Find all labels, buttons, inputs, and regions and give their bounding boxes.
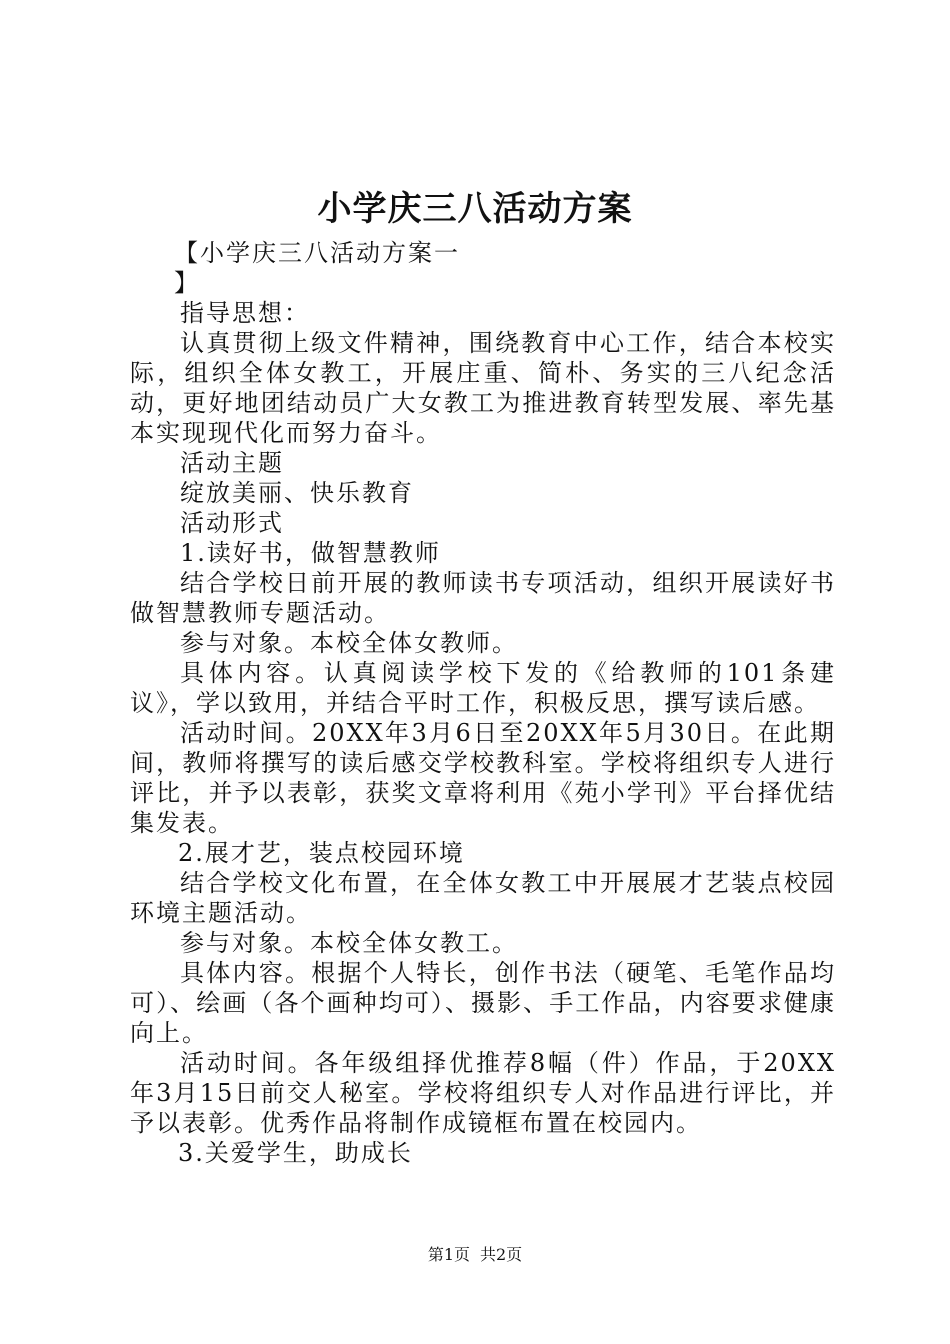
paragraph-item-2-time: 活动时间。各年级组择优推荐8幅（件）作品，于20XX年3月15日前交人秘室。学校将组织专人对作品进行评比，并予以表彰。优秀作品将制作成镜框布置在校园内。 bbox=[130, 1049, 836, 1137]
paragraph-guiding-text: 认真贯彻上级文件精神，围绕教育中心工作，结合本校实际，组织全体女教工，开展庄重、简朴、务实的三八纪念活动，更好地团结动员广大女教工为推进教育转型发展、率先基本实现现代化而努力奋斗。 bbox=[130, 329, 836, 447]
paragraph-item-2-participants: 参与对象。本校全体女教工。 bbox=[180, 929, 518, 957]
paragraph-item-1-content: 具体内容。认真阅读学校下发的《给教师的101条建议》，学以致用，并结合平时工作，积极反思，撰写读后感。 bbox=[130, 659, 836, 717]
section-heading-line: 【小学庆三八活动方案一 bbox=[174, 239, 460, 267]
paragraph-item-1-desc: 结合学校日前开展的教师读书专项活动，组织开展读好书做智慧教师专题活动。 bbox=[130, 569, 836, 627]
paragraph-item-1-time: 活动时间。20XX年3月6日至20XX年5月30日。在此期间，教师将撰写的读后感交学校教科室。学校将组织专人进行评比，并予以表彰，获奖文章将利用《苑小学刊》平台择优结集发表。 bbox=[130, 719, 836, 837]
page-number: 第1页 bbox=[427, 1245, 470, 1264]
paragraph-item-3-title: 3.关爱学生，助成长 bbox=[178, 1139, 413, 1167]
paragraph-theme-text: 绽放美丽、快乐教育 bbox=[180, 479, 414, 507]
paragraph-item-2-content: 具体内容。根据个人特长，创作书法（硬笔、毛笔作品均可）、绘画（各个画种均可）、摄影、手工作品，内容要求健康向上。 bbox=[130, 959, 836, 1047]
paragraph-item-1-title: 1.读好书，做智慧教师 bbox=[180, 539, 441, 567]
paragraph-theme-heading: 活动主题 bbox=[180, 449, 284, 477]
page-total: 共2页 bbox=[480, 1245, 523, 1264]
paragraph-form-heading: 活动形式 bbox=[180, 509, 284, 537]
paragraph-item-1-participants: 参与对象。本校全体女教师。 bbox=[180, 629, 518, 657]
paragraph-item-2-desc: 结合学校文化布置，在全体女教工中开展展才艺装点校园环境主题活动。 bbox=[130, 869, 836, 927]
page-footer bbox=[0, 1244, 950, 1266]
page-title: 小学庆三八活动方案 bbox=[317, 189, 633, 229]
paragraph-guiding-heading: 指导思想： bbox=[180, 299, 310, 327]
paragraph-item-2-title: 2.展才艺，装点校园环境 bbox=[178, 839, 465, 867]
section-heading-bracket: 】 bbox=[174, 269, 200, 297]
document-body bbox=[130, 238, 836, 1168]
